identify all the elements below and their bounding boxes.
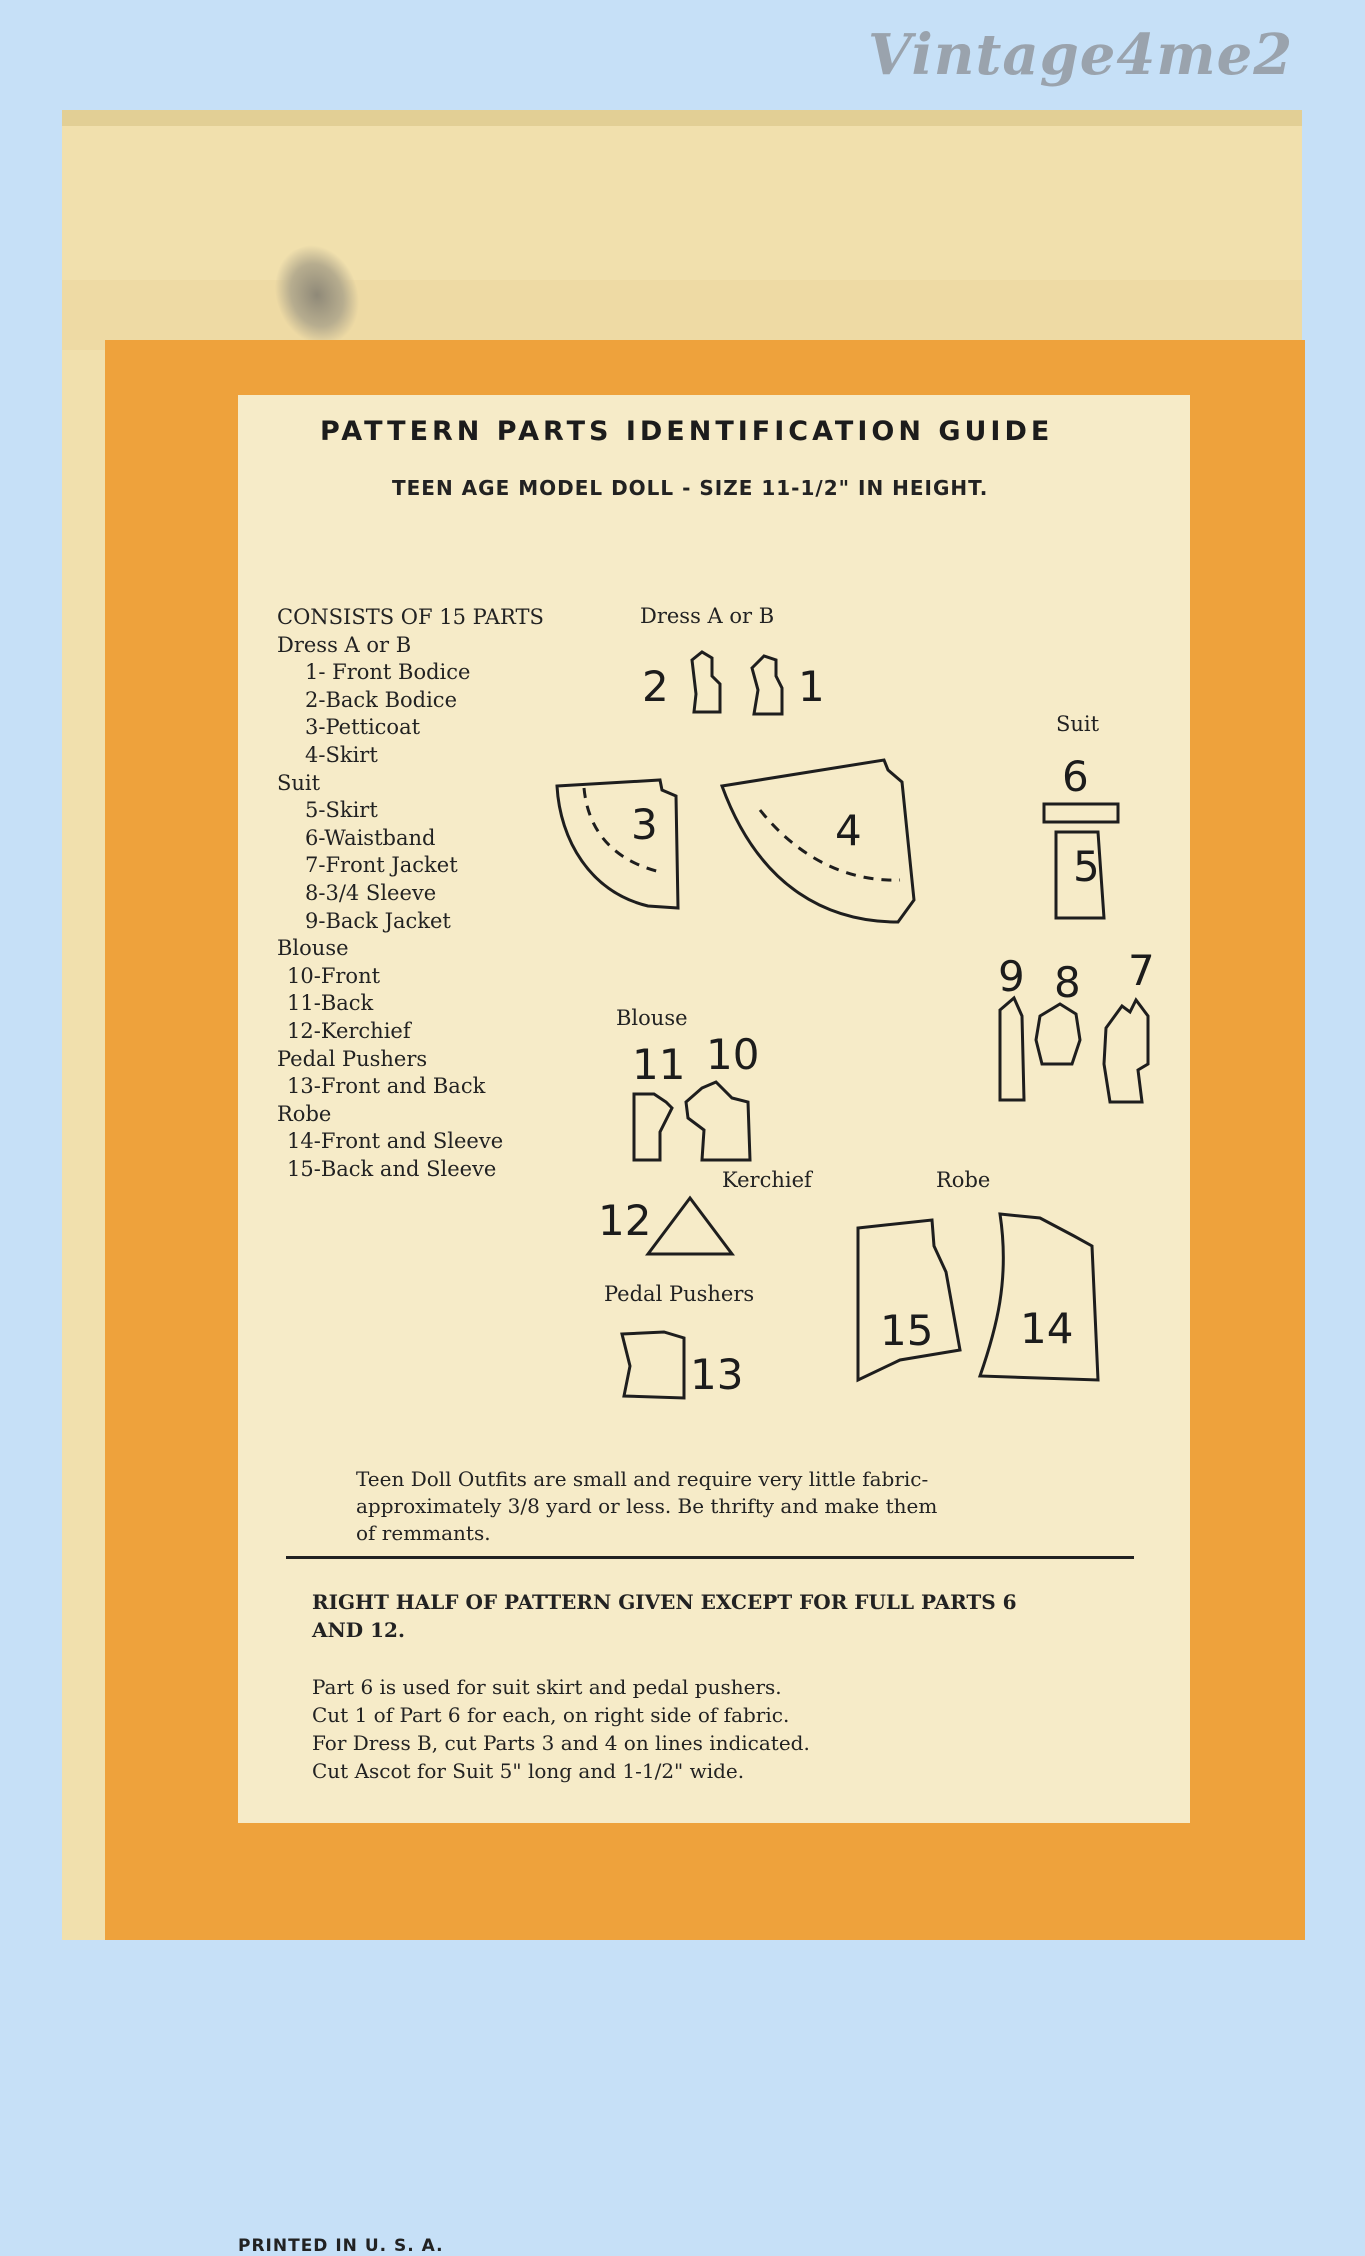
list-item: 10-Front [287, 963, 381, 988]
piece-sleeve [1036, 1004, 1080, 1064]
piece-skirt [722, 760, 914, 922]
part-number-1: 1 [798, 662, 825, 711]
list-item: 12-Kerchief [287, 1018, 411, 1043]
part-number-10: 10 [706, 1030, 760, 1079]
notice-line: RIGHT HALF OF PATTERN GIVEN EXCEPT FOR FULL PARTS 6 [312, 1590, 1017, 1614]
list-item: Suit [277, 770, 321, 795]
part-number-3: 3 [631, 800, 658, 849]
label-dress: Dress A or B [640, 604, 775, 628]
list-item: 7-Front Jacket [305, 853, 458, 878]
list-item: Dress A or B [277, 632, 412, 657]
label-blouse: Blouse [616, 1006, 688, 1030]
instruction-line: Cut Ascot for Suit 5" long and 1-1/2" wide. [312, 1759, 745, 1783]
piece-back-bodice [692, 652, 720, 712]
part-number-5: 5 [1073, 842, 1100, 891]
list-item: 4-Skirt [305, 742, 378, 767]
part-number-15: 15 [880, 1306, 934, 1355]
list-item: 15-Back and Sleeve [287, 1156, 497, 1181]
label-suit: Suit [1056, 712, 1100, 736]
printed-in-usa: PRINTED IN U. S. A. [238, 2236, 444, 2256]
right-half-notice [312, 1588, 1017, 1644]
part-number-2: 2 [642, 662, 669, 711]
piece-robe-front [980, 1214, 1098, 1380]
list-item: Robe [277, 1101, 332, 1126]
label-robe: Robe [936, 1168, 991, 1192]
list-item: 1- Front Bodice [305, 660, 471, 685]
cutting-instructions [312, 1673, 810, 1785]
piece-back-jacket [1000, 998, 1024, 1100]
list-item: Pedal Pushers [277, 1046, 428, 1071]
instruction-line: For Dress B, cut Parts 3 and 4 on lines indicated. [312, 1731, 810, 1755]
list-item: 11-Back [287, 991, 374, 1016]
instruction-line: Cut 1 of Part 6 for each, on right side of fabric. [312, 1703, 790, 1727]
part-number-6: 6 [1062, 752, 1089, 801]
instruction-line: Part 6 is used for suit skirt and pedal pushers. [312, 1675, 782, 1699]
piece-front-jacket [1104, 1000, 1148, 1102]
piece-blouse-back [634, 1094, 672, 1160]
part-number-9: 9 [998, 952, 1025, 1001]
list-item: 14-Front and Sleeve [287, 1129, 504, 1154]
fabric-note [356, 1466, 937, 1547]
piece-waistband [1044, 804, 1118, 822]
list-item: 2-Back Bodice [305, 687, 457, 712]
divider [286, 1556, 1134, 1559]
petticoat-dash [584, 788, 660, 872]
piece-kerchief [648, 1198, 732, 1254]
list-item: 3-Petticoat [305, 715, 421, 740]
piece-front-bodice [752, 656, 782, 714]
guide-subtitle: TEEN AGE MODEL DOLL - SIZE 11-1/2" IN HEIGHT. [392, 476, 989, 500]
part-number-4: 4 [835, 806, 862, 855]
part-number-13: 13 [690, 1350, 744, 1399]
list-item: 6-Waistband [305, 825, 436, 850]
piece-robe-back [858, 1220, 960, 1380]
part-number-8: 8 [1054, 958, 1081, 1007]
part-number-11: 11 [632, 1040, 686, 1089]
list-item: 5-Skirt [305, 798, 378, 823]
note-line: approximately 3/8 yard or less. Be thrifty and make them [356, 1494, 938, 1518]
list-item: 13-Front and Back [287, 1074, 486, 1099]
label-kerchief: Kerchief [722, 1168, 812, 1192]
list-item: 8-3/4 Sleeve [305, 880, 437, 905]
piece-blouse-front [686, 1082, 750, 1160]
note-line: Teen Doll Outfits are small and require very little fabric- [356, 1467, 929, 1491]
part-number-12: 12 [598, 1196, 652, 1245]
label-pedal-pushers: Pedal Pushers [604, 1282, 755, 1306]
list-item: Blouse [277, 936, 349, 961]
piece-petticoat [557, 780, 678, 908]
list-item: CONSISTS OF 15 PARTS [277, 605, 544, 629]
skirt-dash [760, 810, 900, 880]
piece-suit-skirt [1056, 832, 1104, 918]
note-line: of remmants. [356, 1521, 491, 1545]
watermark: Vintage4me2 [868, 22, 1294, 88]
piece-pedal-pushers [622, 1332, 684, 1398]
notice-line: AND 12. [312, 1618, 405, 1642]
guide-title: PATTERN PARTS IDENTIFICATION GUIDE [320, 416, 1054, 447]
part-number-14: 14 [1020, 1304, 1074, 1353]
part-number-7: 7 [1128, 946, 1155, 995]
list-item: 9-Back Jacket [305, 908, 451, 933]
